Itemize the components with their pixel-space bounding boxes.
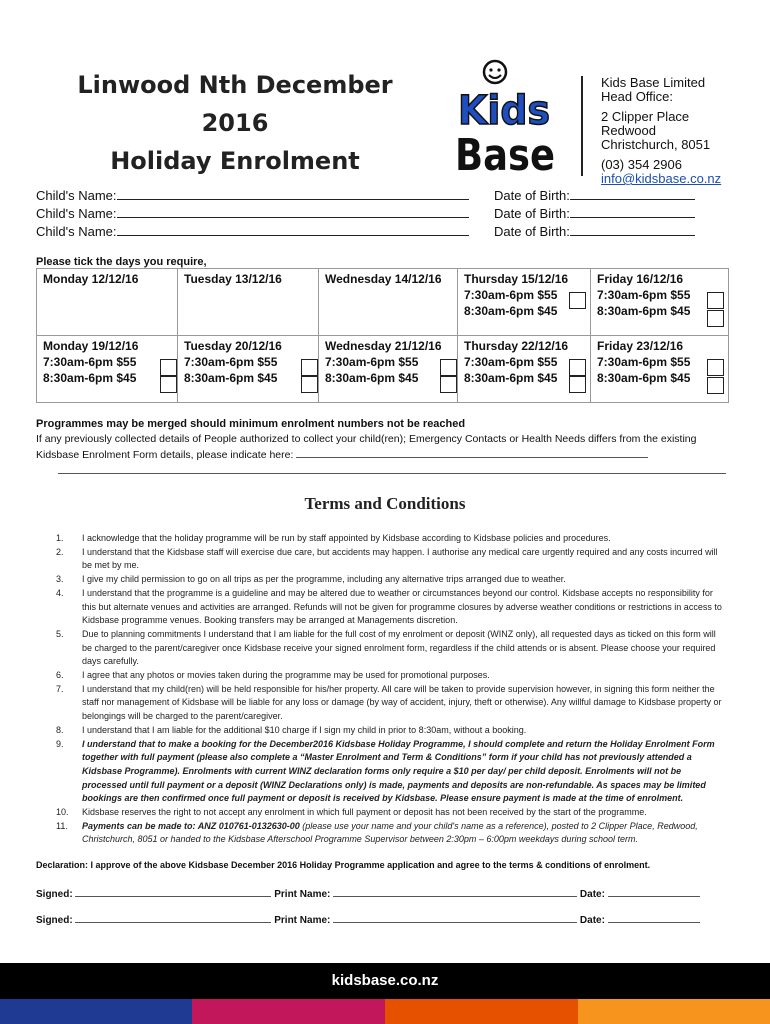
term-text: I understand that I am liable for the additional $10 charge if I sign my child in prior to 8:30am, without a booking. (82, 724, 527, 735)
list-item (56, 573, 726, 587)
checkbox-tue-20-short[interactable] (301, 376, 318, 393)
kidsbase-logo (455, 58, 565, 178)
day-label: Tuesday 20/12/16 (184, 339, 282, 353)
day-cell (319, 269, 458, 336)
footer-color-bars (0, 999, 770, 1024)
day-cell (591, 336, 729, 403)
header-divider (581, 76, 583, 176)
term-number: 3. (56, 574, 64, 585)
date-field[interactable] (608, 886, 700, 897)
child-name-label: Child's Name: (36, 206, 117, 221)
list-item (56, 546, 726, 573)
rate-short: 8:30am-6pm $45 (597, 371, 691, 385)
office-phone: (03) 354 2906 (601, 157, 682, 172)
day-label: Friday 16/12/16 (597, 272, 684, 286)
date-field[interactable] (608, 912, 700, 923)
rate-short: 8:30am-6pm $45 (464, 371, 558, 385)
day-cell (591, 269, 729, 336)
day-cell (178, 269, 319, 336)
office-address (601, 76, 721, 186)
checkbox-wed-21-short[interactable] (440, 376, 457, 393)
office-label: Head Office: (601, 89, 674, 104)
term-number: 10. (56, 807, 69, 818)
term-text: I understand that the Kidsbase staff will exercise due care, but accidents may happen. I authorise any medical care urgently required and any costs incurred will be met by me. (82, 546, 718, 571)
title-line-3: Holiday Enrolment (110, 147, 360, 175)
color-bar (385, 999, 578, 1024)
footer-banner (0, 963, 770, 999)
rate-full: 7:30am-6pm $55 (464, 355, 558, 369)
day-cell (37, 269, 178, 336)
term-text: I agree that any photos or movies taken during the programme may be used for promotional purposes. (82, 670, 490, 681)
day-label: Wednesday 21/12/16 (325, 339, 442, 353)
rate-full: 7:30am-6pm $55 (597, 355, 691, 369)
dob-label: Date of Birth: (494, 188, 570, 203)
office-email-link[interactable]: info@kidsbase.co.nz (601, 171, 722, 186)
page-title (30, 66, 440, 180)
child-name-field-2[interactable] (117, 205, 469, 218)
payment-details: Payments can be made to: ANZ 010761-0132630-00 (82, 820, 300, 831)
signed-label: Signed: (36, 889, 73, 900)
child-name-field-3[interactable] (117, 223, 469, 236)
signature-field[interactable] (75, 912, 271, 923)
rate-short: 8:30am-6pm $45 (184, 371, 278, 385)
term-number: 8. (56, 724, 64, 735)
color-bar (192, 999, 385, 1024)
date-label: Date: (579, 889, 605, 900)
checkbox-thu-22-full[interactable] (569, 359, 586, 376)
term-number: 1. (56, 533, 64, 543)
child-name-field-1[interactable] (117, 187, 469, 200)
dob-fields (494, 187, 695, 241)
print-name-field[interactable] (333, 886, 577, 897)
term-number: 9. (56, 738, 64, 749)
checkbox-fri-23-short[interactable] (707, 377, 724, 394)
prev-details-note (36, 432, 736, 474)
days-table (36, 268, 729, 403)
term-number: 11. (56, 820, 68, 831)
term-number: 2. (56, 546, 64, 557)
rate-short: 8:30am-6pm $45 (43, 371, 137, 385)
title-line-1: Linwood Nth December (77, 71, 393, 99)
color-bar (578, 999, 770, 1024)
day-cell (319, 336, 458, 403)
term-number: 5. (56, 628, 64, 639)
rate-full: 7:30am-6pm $55 (464, 288, 558, 302)
date-label: Date: (579, 915, 605, 926)
day-label: Thursday 22/12/16 (464, 339, 569, 353)
day-label: Monday 19/12/16 (43, 339, 139, 353)
rate-full: 7:30am-6pm $55 (43, 355, 137, 369)
terms-list (56, 532, 726, 847)
checkbox-tue-20[interactable] (301, 359, 318, 376)
child-name-fields (36, 187, 469, 241)
logo-word-kids: Kids (458, 88, 550, 134)
footer-url-link[interactable]: kidsbase.co.nz (331, 972, 439, 989)
office-name: Kids Base Limited (601, 75, 706, 90)
day-label: Tuesday 13/12/16 (184, 272, 282, 286)
list-item (56, 820, 726, 847)
list-item (56, 738, 726, 807)
term-text: I understand that my child(ren) will be held responsible for his/her property. All care will be taken to provide supervision however, in signing this form neither the staff nor management of Kidsbase will be liable for any loss or damage (by way of accident, injury, theft or otherwise). Any willful damage to Kidsbase property or belongings will be charged to the parent/caregiver. (82, 683, 722, 722)
color-bar (0, 999, 192, 1024)
rate-short: 8:30am-6pm $45 (597, 304, 691, 318)
print-name-label: Print Name: (274, 889, 331, 900)
list-item (56, 669, 726, 683)
prev-details-text: If any previously collected details of People authorized to collect your child(ren); Emergency Contacts or Health Needs differs from the existing Kidsbase Enrolment Form details, please indicate here: (36, 433, 697, 461)
dob-field-3[interactable] (570, 223, 695, 236)
day-cell (37, 336, 178, 403)
checkbox-mon-19[interactable] (160, 359, 177, 376)
rate-short: 8:30am-6pm $45 (325, 371, 419, 385)
list-item (56, 628, 726, 669)
days-instruction: Please tick the days you require, (36, 256, 207, 268)
list-item (56, 724, 726, 738)
checkbox-wed-21[interactable] (440, 359, 457, 376)
rate-full: 7:30am-6pm $55 (325, 355, 419, 369)
day-cell (458, 269, 591, 336)
child-name-label: Child's Name: (36, 224, 117, 239)
signature-field[interactable] (75, 886, 271, 897)
signature-row (36, 886, 700, 900)
dob-label: Date of Birth: (494, 224, 570, 239)
child-name-label: Child's Name: (36, 188, 117, 203)
merge-note: Programmes may be merged should minimum enrolment numbers not be reached (36, 418, 466, 430)
day-label: Thursday 15/12/16 (464, 272, 569, 286)
term-text: I understand that the programme is a guideline and may be altered due to weather or circumstances beyond our control. Kidsbase accepts no responsibility for this but alternate venues and activities are arranged. Refunds will not be given for programme closures by adverse weather conditions or restrictions in access to Kidsbase programme venues. Booking transfers may be arranged at Managements discretion. (82, 587, 722, 626)
declaration: Declaration: I approve of the above Kidsbase December 2016 Holiday Programme application and agree to the terms & conditions of enrolment. (36, 860, 651, 870)
day-cell (178, 336, 319, 403)
term-number: 7. (56, 683, 64, 694)
term-text: Due to planning commitments I understand that I am liable for the full cost of my enrolment or deposit (WINZ only), all requested days as ticked on this form will be charged to the parent/caregiver once Kidsbase receive your signed enrolment form, regardless if the child attends or is absent. Please choose your required days carefully. (82, 628, 716, 667)
day-label: Monday 12/12/16 (43, 272, 139, 286)
office-city: Christchurch, 8051 (601, 137, 711, 152)
list-item (56, 806, 726, 820)
list-item (56, 532, 726, 546)
rate-short: 8:30am-6pm $45 (464, 304, 558, 318)
title-line-2: 2016 (201, 109, 269, 137)
day-label: Wednesday 14/12/16 (325, 272, 442, 286)
dob-field-1[interactable] (570, 187, 695, 200)
office-suburb: Redwood (601, 123, 656, 138)
term-text: Kidsbase reserves the right to not accept any enrolment in which full payment or deposit has not been received by the start of the programme. (82, 807, 647, 818)
term-number: 6. (56, 670, 64, 681)
rate-full: 7:30am-6pm $55 (597, 288, 691, 302)
terms-title: Terms and Conditions (304, 494, 466, 513)
checkbox-mon-19-short[interactable] (160, 376, 177, 393)
logo-word-base: Base (455, 130, 555, 178)
checkbox-thu-22-short[interactable] (569, 376, 586, 393)
term-text: (please use your name and your child's name as a reference), posted to 2 Clipper Place, Redwood, Christchurch, 8051 or handed to the Kidsbase Afterschool Programme Supervisor between 2:30pm – 6:00pm weekdays during school term. (82, 820, 698, 845)
print-name-field[interactable] (333, 912, 577, 923)
office-street: 2 Clipper Place (601, 109, 690, 124)
prev-details-field-2[interactable] (58, 463, 726, 474)
checkbox-fri-23-full[interactable] (707, 359, 724, 376)
print-name-label: Print Name: (274, 915, 331, 926)
signed-label: Signed: (36, 915, 73, 926)
checkbox-fri-16-full[interactable] (707, 292, 724, 309)
term-number: 4. (56, 587, 64, 598)
prev-details-field[interactable] (296, 447, 648, 458)
checkbox-thu-15-full[interactable] (569, 292, 586, 309)
day-cell (458, 336, 591, 403)
list-item (56, 683, 726, 724)
list-item (56, 587, 726, 628)
checkbox-fri-16-short[interactable] (707, 310, 724, 327)
signature-row (36, 912, 700, 926)
day-label: Friday 23/12/16 (597, 339, 684, 353)
term-text: I acknowledge that the holiday programme will be run by staff appointed by Kidsbase according to Kidsbase policies and procedures. (82, 533, 611, 543)
dob-label: Date of Birth: (494, 206, 570, 221)
term-text: I understand that to make a booking for the December2016 Kidsbase Holiday Programme, I should complete and return the Holiday Enrolment Form together with full payment (please also complete a “Master Enrolment and Term & Conditions” form if your child has not previously attended a Kidsbase Programme). Enrolments with current WINZ declaration forms only require a $10 per day/ per child deposit. Enrolments will not be processed until full payment or a deposit (WINZ Declarations only) is made, payments and deposits are non-refundable. As spaces may be limited bookings are then confirmed once full payment or deposit is received by Kidsbase. Please ensure payment is made at the time of enrolment. (82, 738, 715, 804)
term-text: I give my child permission to go on all trips as per the programme, including any alternative trips arranged due to weather. (82, 574, 566, 585)
dob-field-2[interactable] (570, 205, 695, 218)
rate-full: 7:30am-6pm $55 (184, 355, 278, 369)
